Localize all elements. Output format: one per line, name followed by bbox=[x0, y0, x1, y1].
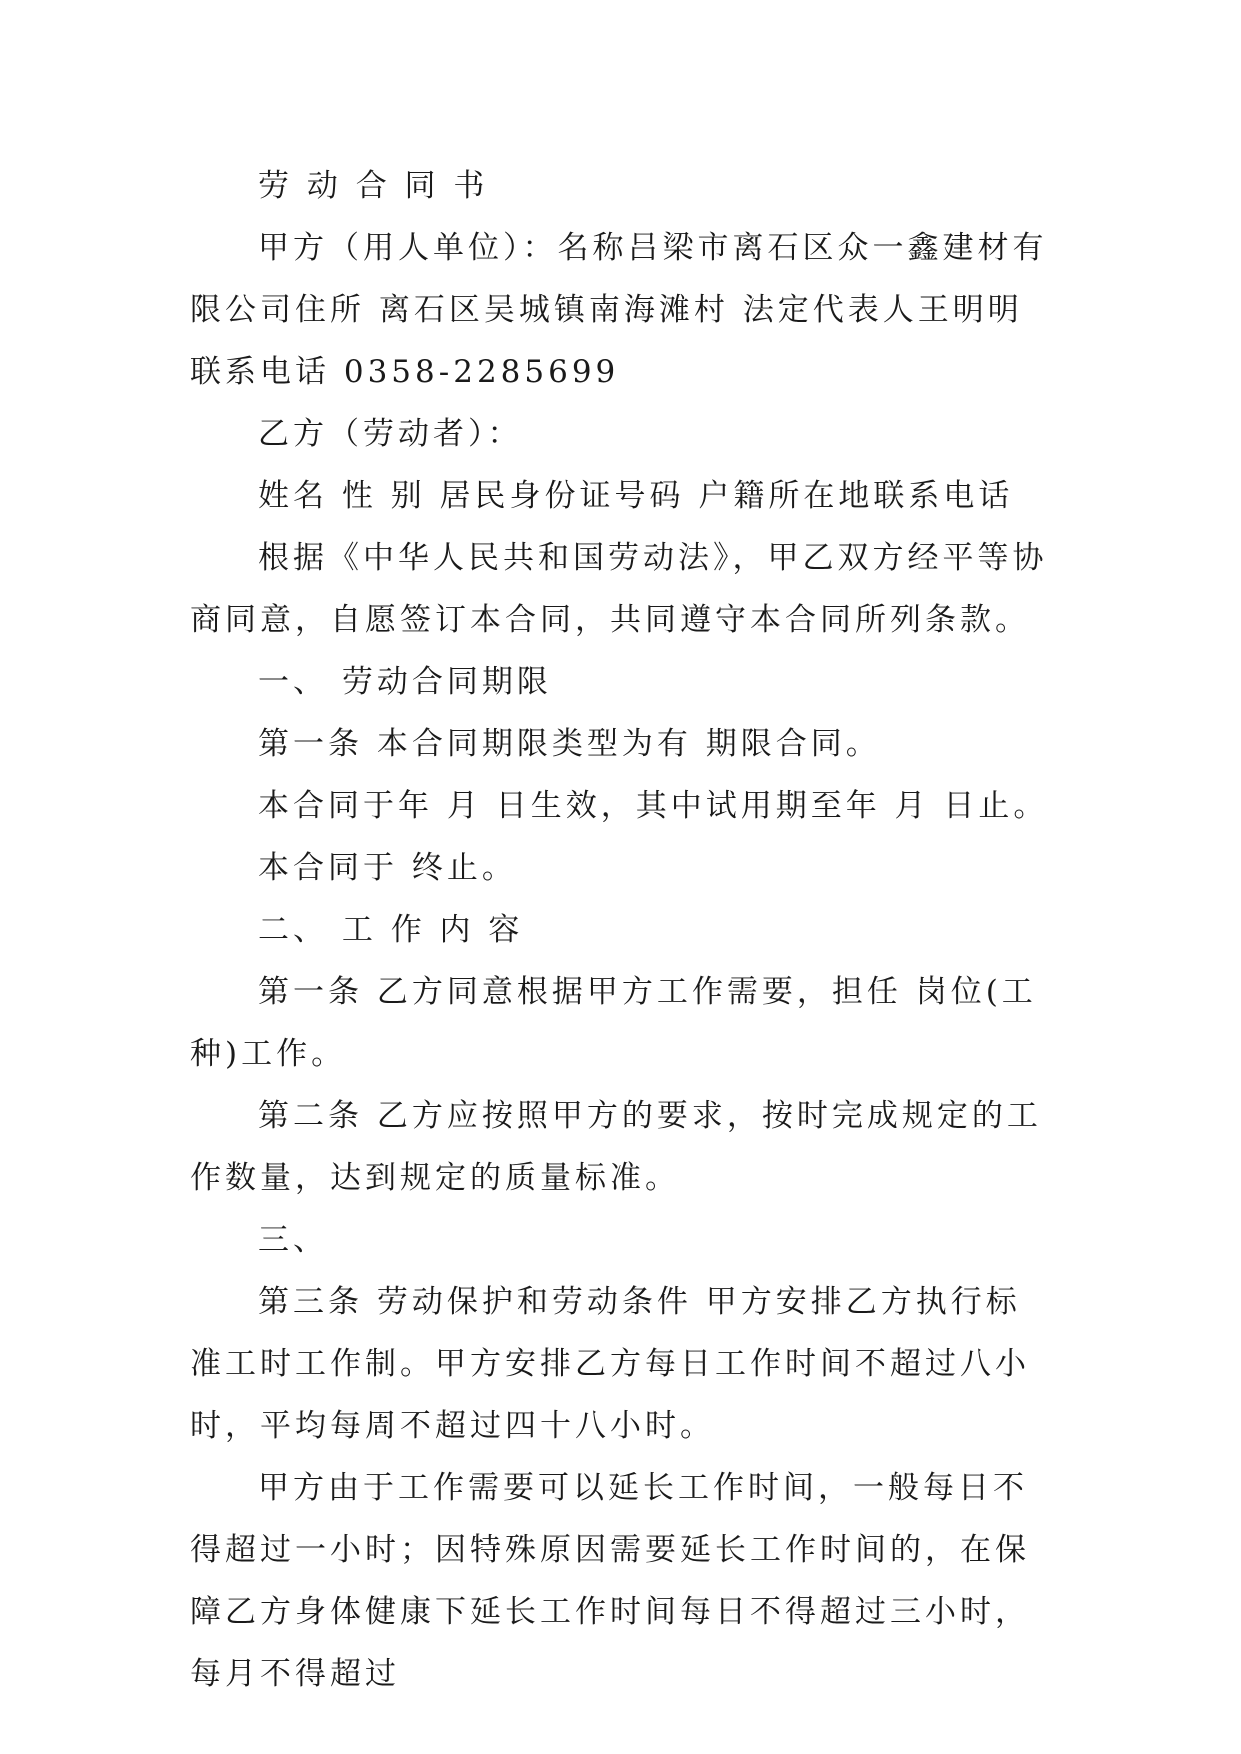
section-2-article-2: 第二条 乙方应按照甲方的要求，按时完成规定的工作数量，达到规定的质量标准。 bbox=[190, 1098, 1042, 1196]
overtime-clause: 甲方由于工作需要可以延长工作时间，一般每日不得超过一小时；因特殊原因需要延长工作时间的，在保障乙方身体健康下延长工作时间每日不得超过三小时，每月不得超过 bbox=[190, 1470, 1030, 1692]
section-1-heading: 一、 劳动合同期限 bbox=[258, 664, 552, 700]
section-1-article-1: 第一条 本合同期限类型为有 期限合同。 bbox=[258, 726, 881, 762]
section-3-article-3: 第三条 劳动保护和劳动条件 甲方安排乙方执行标准工时工作制。甲方安排乙方每日工作时间不超过八小时，平均每周不超过四十八小时。 bbox=[190, 1284, 1030, 1444]
contract-effective-date: 本合同于年 月 日生效，其中试用期至年 月 日止。 bbox=[258, 788, 1049, 824]
section-3-heading: 三、 bbox=[258, 1222, 328, 1258]
document-title: 劳 动 合 同 书 bbox=[258, 168, 489, 204]
document-page bbox=[190, 155, 1050, 1705]
party-a-info: 甲方（用人单位）：名称吕梁市离石区众一鑫建材有限公司住所 离石区吴城镇南海滩村 法定代表人王明明联系电话 0358-2285699 bbox=[190, 230, 1048, 390]
section-2-article-1: 第一条 乙方同意根据甲方工作需要，担任 岗位(工种)工作。 bbox=[190, 974, 1037, 1072]
section-2-heading: 二、 工 作 内 容 bbox=[258, 912, 524, 948]
party-b-heading: 乙方（劳动者）： bbox=[258, 416, 523, 452]
contract-termination: 本合同于 终止。 bbox=[258, 850, 517, 886]
preamble: 根据《中华人民共和国劳动法》，甲乙双方经平等协商同意，自愿签订本合同，共同遵守本合同所列条款。 bbox=[190, 540, 1048, 638]
party-b-fields: 姓名 性 别 居民身份证号码 户籍所在地联系电话 bbox=[258, 478, 1014, 514]
